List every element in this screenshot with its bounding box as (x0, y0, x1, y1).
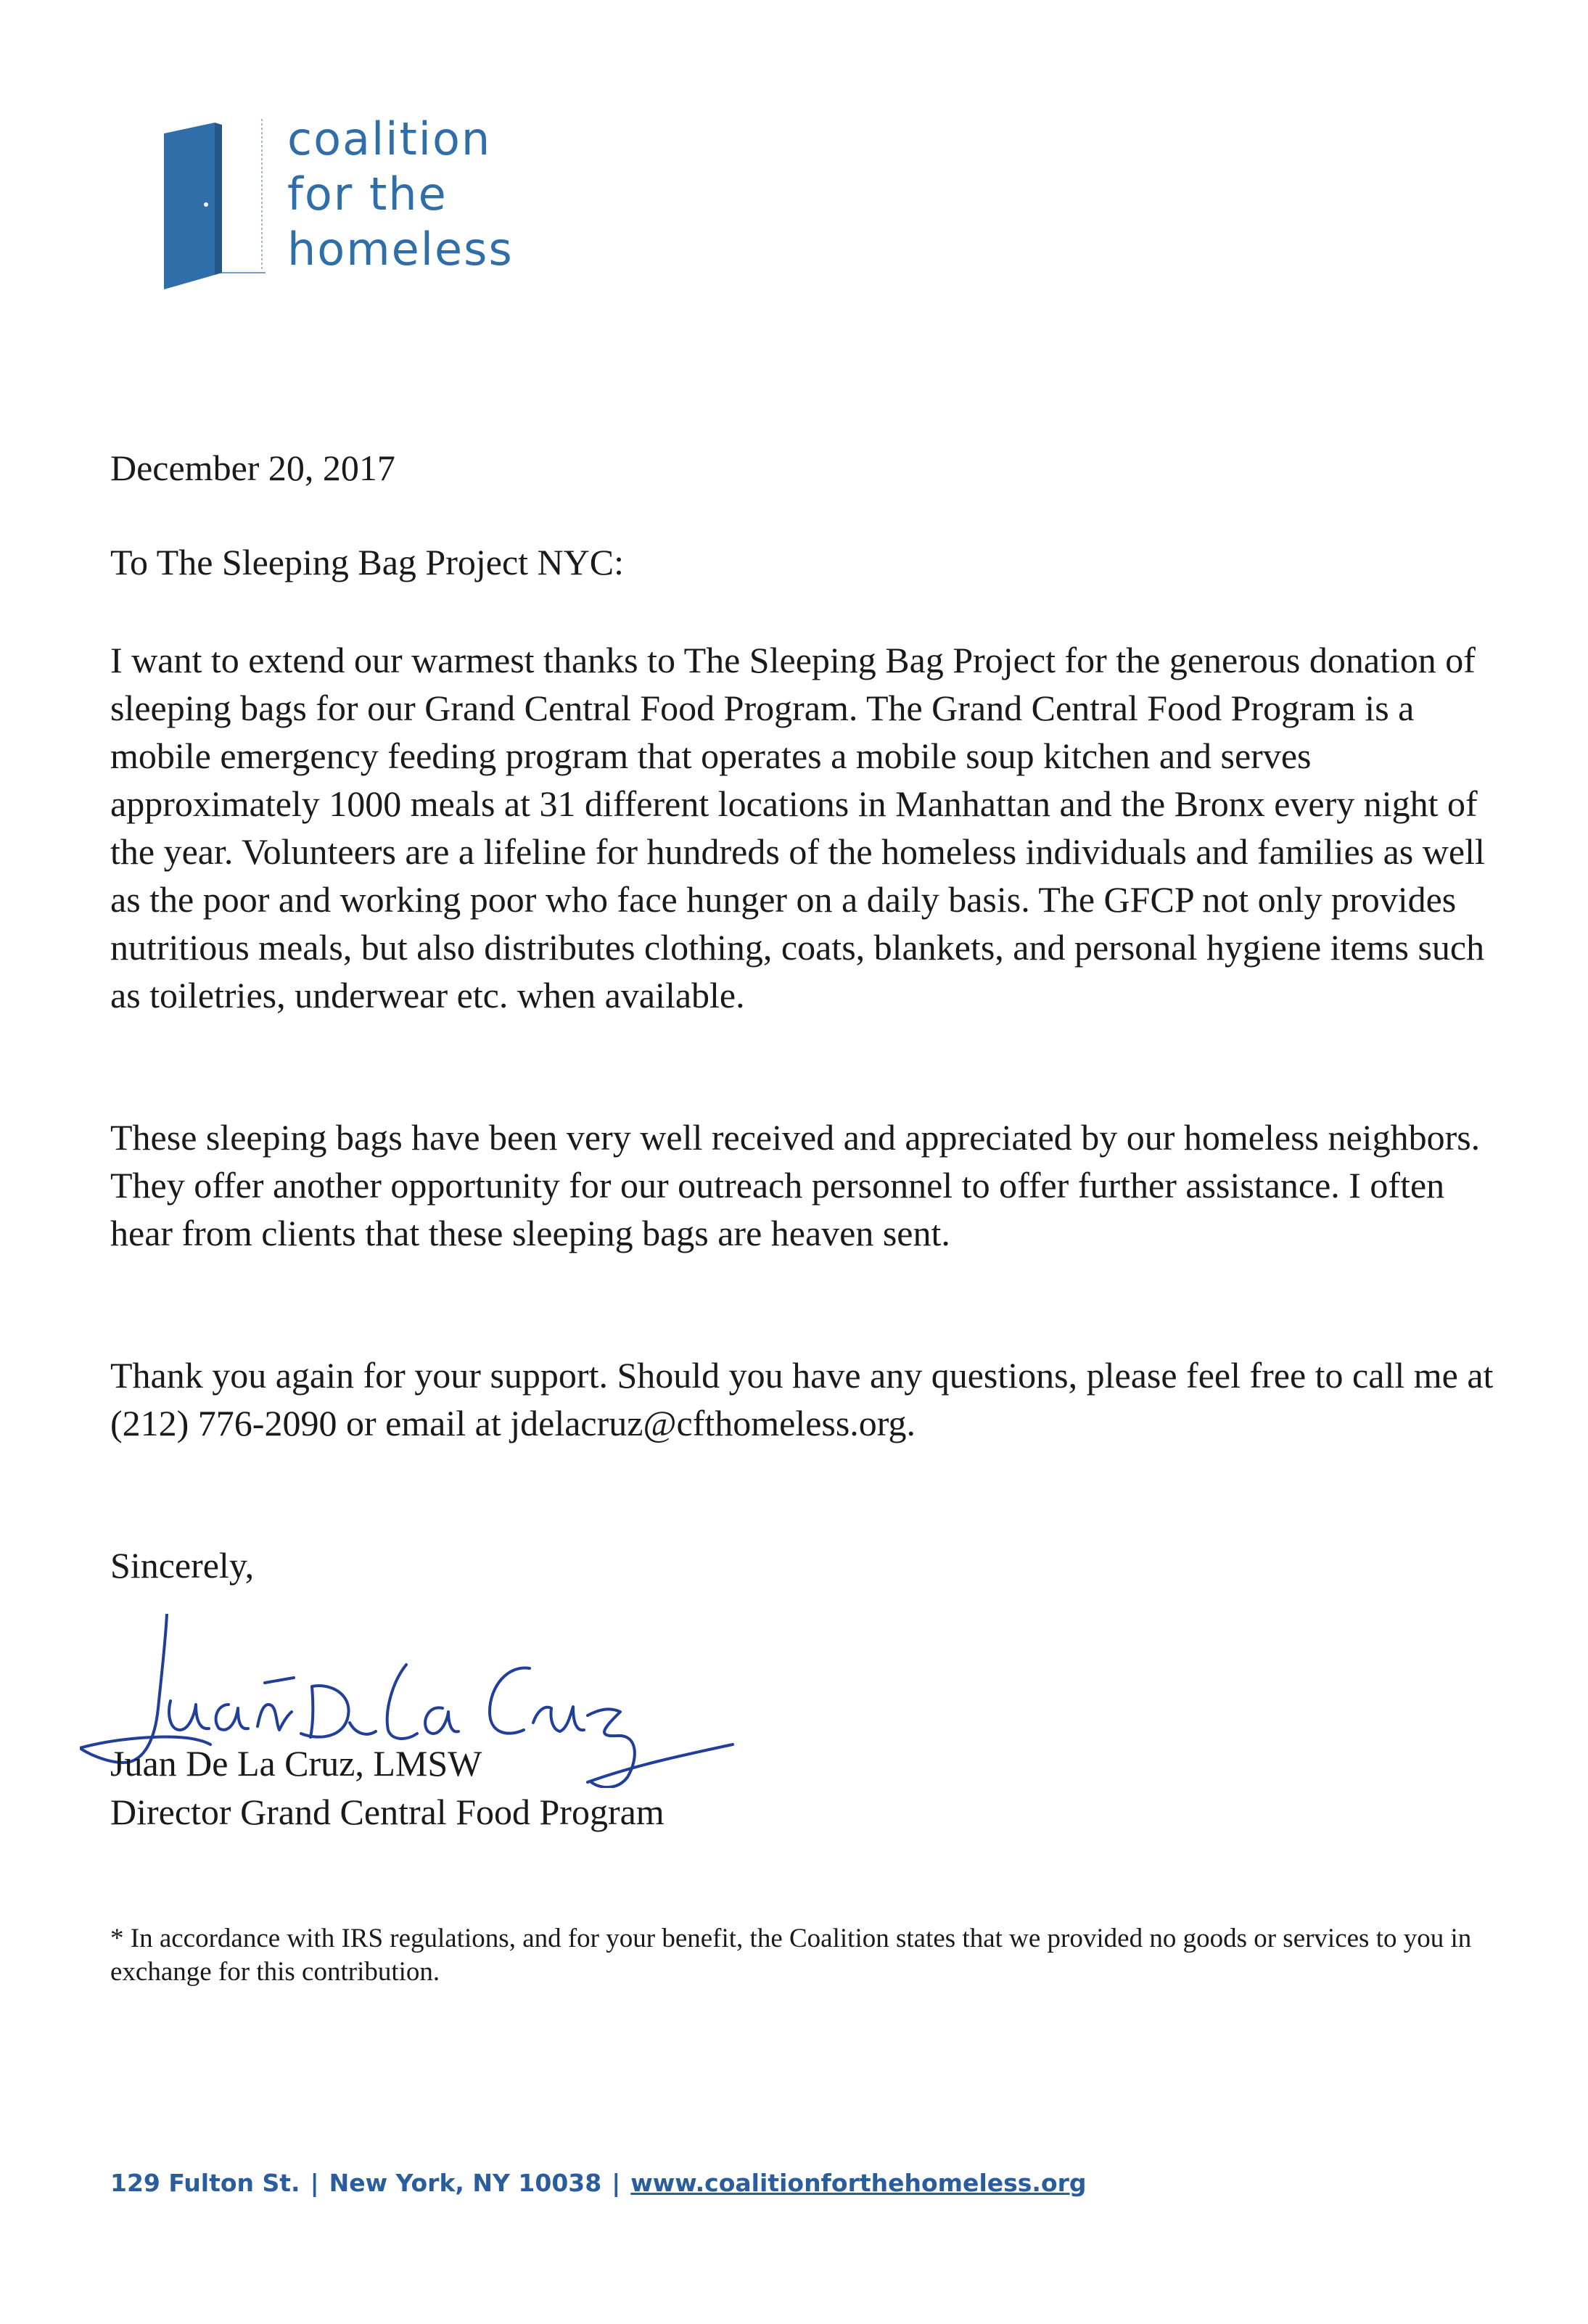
body-paragraph-3: Thank you again for your support. Should you have any questions, please feel free to call me at (212) 776-2090 or email at jdelacruz@cfthomeless.org. (110, 1355, 1494, 1443)
letterhead-logo (164, 112, 512, 293)
footer-website-link[interactable]: www.coalitionforthehomeless.org (630, 2169, 1087, 2197)
org-name-line-1: coalition (287, 112, 492, 165)
footer-city: New York, NY 10038 (329, 2169, 602, 2197)
body-paragraph-2: These sleeping bags have been very well received and appreciated by our homeless neighbors. They offer another opportunity for our outreach personnel to offer further assistance. I often hear from clients that these sleeping bags are heaven sent. (110, 1117, 1481, 1253)
body-paragraph-1: I want to extend our warmest thanks to The Sleeping Bag Project for the generous donation of sleeping bags for our Grand Central Food Program. The Grand Central Food Program is a mobile emergency feeding program that operates a mobile soup kitchen and serves approximately 1000 meals at 31 different locations in Manhattan and the Bronx every night of the year. Volunteers are a lifeline for hundreds of the homeless individuals and families as well as the poor and working poor who face hunger on a daily basis. The GFCP not only provides nutritious meals, but also distributes clothing, coats, blankets, and personal hygiene items such as toiletries, underwear etc. when available. (110, 640, 1485, 1015)
signer-title: Director Grand Central Food Program (110, 1792, 665, 1832)
footer-separator: | (612, 2169, 621, 2197)
letter-date: December 20, 2017 (110, 448, 395, 488)
closing: Sincerely, (110, 1545, 255, 1586)
org-name-line-3: homeless (287, 223, 514, 276)
footer-address (110, 2169, 1087, 2197)
open-door-icon (164, 119, 273, 293)
irs-footnote: * In accordance with IRS regulations, and for your benefit, the Coalition states that we provided no goods or services to you in exchange for this contribution. (110, 1924, 1472, 1987)
salutation: To The Sleeping Bag Project NYC: (110, 542, 624, 582)
org-name (287, 112, 514, 277)
footer-separator: | (310, 2169, 319, 2197)
signer-name: Juan De La Cruz, LMSW (110, 1743, 482, 1784)
footer-street: 129 Fulton St. (110, 2169, 300, 2197)
org-name-line-2: for the (287, 168, 448, 221)
